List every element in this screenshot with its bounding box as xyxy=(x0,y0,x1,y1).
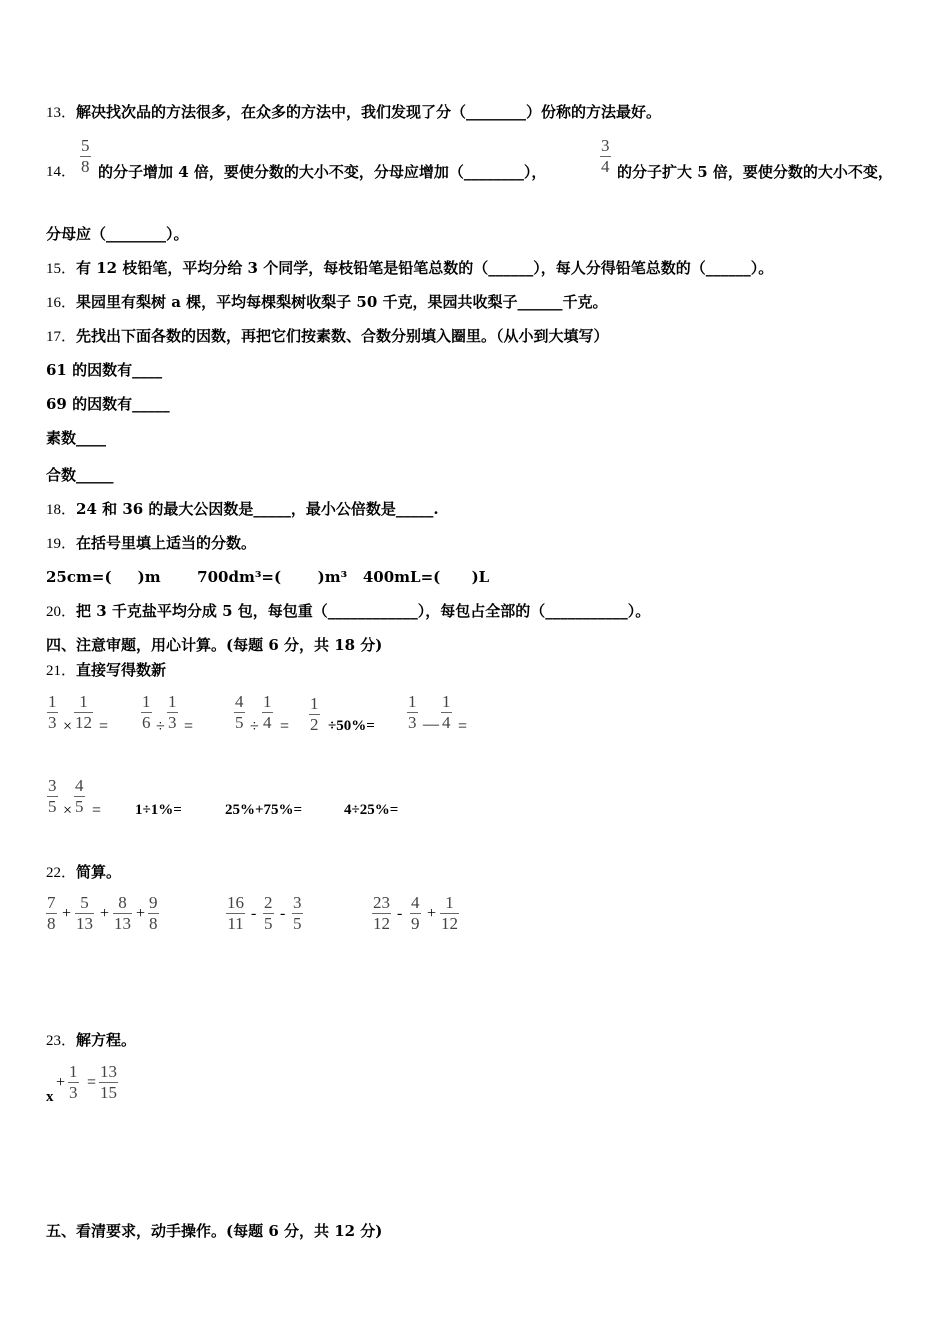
operator: + xyxy=(100,905,110,922)
operator: ÷50%= xyxy=(328,718,375,734)
question-number: 15． xyxy=(46,261,77,277)
operator: - xyxy=(397,905,403,922)
question-number: 16． xyxy=(46,295,77,311)
fraction xyxy=(600,136,611,177)
expression: 1÷1%= xyxy=(135,802,182,818)
operator: + xyxy=(136,905,146,922)
question-number: 21． xyxy=(46,663,77,679)
question-15 xyxy=(46,258,773,279)
question-number: 13． xyxy=(46,105,77,121)
operator: ÷ xyxy=(156,718,165,735)
operator: + xyxy=(427,905,437,922)
fraction: 8 13 xyxy=(114,893,131,933)
fraction: 4 5 xyxy=(235,692,244,732)
operator: × xyxy=(63,718,73,735)
question-text: 简算。 xyxy=(76,863,122,881)
fraction: 3 5 xyxy=(48,776,57,816)
fraction xyxy=(80,136,91,177)
expression: 4÷25%= xyxy=(344,802,399,818)
fraction: 16 11 xyxy=(227,893,244,933)
question-number: 19． xyxy=(46,536,77,552)
question-text: 把 3 千克盐平均分成 5 包，每包重（____________），每包占全部的（___________）。 xyxy=(76,602,651,620)
fraction: 1 12 xyxy=(75,692,92,732)
answer-line: 69 的因数有_____ xyxy=(46,395,170,413)
answer-line: 素数____ xyxy=(46,429,107,447)
section-heading: 五、看清要求，动手操作。(每题 6 分，共 12 分) xyxy=(46,1222,383,1240)
fraction: 1 2 xyxy=(310,694,319,734)
operator: - xyxy=(280,905,286,922)
section-heading: 四、注意审题，用心计算。(每题 6 分，共 18 分) xyxy=(46,636,383,654)
question-number: 14． xyxy=(46,164,77,180)
question-number: 22． xyxy=(46,865,77,881)
answer-line: 合数_____ xyxy=(46,466,114,484)
equals: = xyxy=(280,718,290,735)
equals: = xyxy=(87,1074,97,1091)
question-20 xyxy=(46,601,650,622)
expression: 25%+75%= xyxy=(225,802,303,818)
fraction: 2 5 xyxy=(264,893,273,933)
fraction: 4 9 xyxy=(411,893,420,933)
question-text: 分母应（________）。 xyxy=(46,225,189,243)
fraction: 1 3 xyxy=(168,692,177,732)
denominator: 4 xyxy=(601,157,610,176)
equals: = xyxy=(458,718,468,735)
fraction: 3 5 xyxy=(293,893,302,933)
question-number: 20． xyxy=(46,604,77,620)
question-text: 有 12 枝铅笔，平均分给 3 个同学，每枝铅笔是铅笔总数的（______），每人分得铅笔总数的（______）。 xyxy=(76,259,774,277)
operator: — xyxy=(423,716,439,733)
numerator: 3 xyxy=(601,136,610,155)
numerator: 5 xyxy=(81,136,90,155)
question-text: 果园里有梨树 a 棵，平均每棵梨树收梨子 50 千克，果园共收梨子______千克。 xyxy=(76,293,608,311)
answer-line: 25cm=( )m 700dm³=( )m³ 400mL=( )L xyxy=(46,568,490,586)
operator: + xyxy=(56,1074,66,1091)
fraction: 1 4 xyxy=(442,692,451,732)
fraction: 23 12 xyxy=(373,893,390,933)
question-text: 的分子扩大 5 倍，要使分数的大小不变， xyxy=(617,163,893,181)
fraction: 5 13 xyxy=(76,893,93,933)
question-13 xyxy=(46,102,661,123)
operator: + xyxy=(62,905,72,922)
equals: = xyxy=(184,718,194,735)
variable: x xyxy=(46,1089,54,1105)
fraction: 9 8 xyxy=(149,893,158,933)
equals: = xyxy=(99,718,109,735)
fraction: 7 8 xyxy=(47,893,56,933)
question-number: 23． xyxy=(46,1033,77,1049)
question-text: 24 和 36 的最大公因数是_____，最小公倍数是_____. xyxy=(76,500,439,518)
question-number: 18． xyxy=(46,502,77,518)
denominator: 8 xyxy=(81,157,90,176)
question-16 xyxy=(46,292,608,313)
operator: ÷ xyxy=(250,718,259,735)
fraction: 1 12 xyxy=(441,893,458,933)
equals: = xyxy=(92,802,102,819)
fraction: 1 4 xyxy=(263,692,272,732)
fraction: 4 5 xyxy=(75,776,84,816)
fraction: 13 15 xyxy=(100,1062,117,1102)
operator: × xyxy=(63,802,73,819)
question-18 xyxy=(46,499,439,520)
answer-line: 61 的因数有____ xyxy=(46,361,163,379)
question-number: 17． xyxy=(46,329,77,345)
fraction: 1 3 xyxy=(408,692,417,732)
question-text: 解方程。 xyxy=(76,1031,137,1049)
operator: - xyxy=(251,905,257,922)
fraction: 1 6 xyxy=(142,692,151,732)
fraction: 1 3 xyxy=(69,1062,78,1102)
question-text: 先找出下面各数的因数，再把它们按素数、合数分别填入圈里。（从小到大填写） xyxy=(76,327,609,345)
question-text: 解决找次品的方法很多，在众多的方法中，我们发现了分（________）份称的方法最好。 xyxy=(76,103,662,121)
fraction: 1 3 xyxy=(48,692,57,732)
question-text: 直接写得数新 xyxy=(76,661,167,679)
question-text: 的分子增加 4 倍，要使分数的大小不变，分母应增加（________）， xyxy=(98,163,547,181)
question-text: 在括号里填上适当的分数。 xyxy=(76,534,257,552)
